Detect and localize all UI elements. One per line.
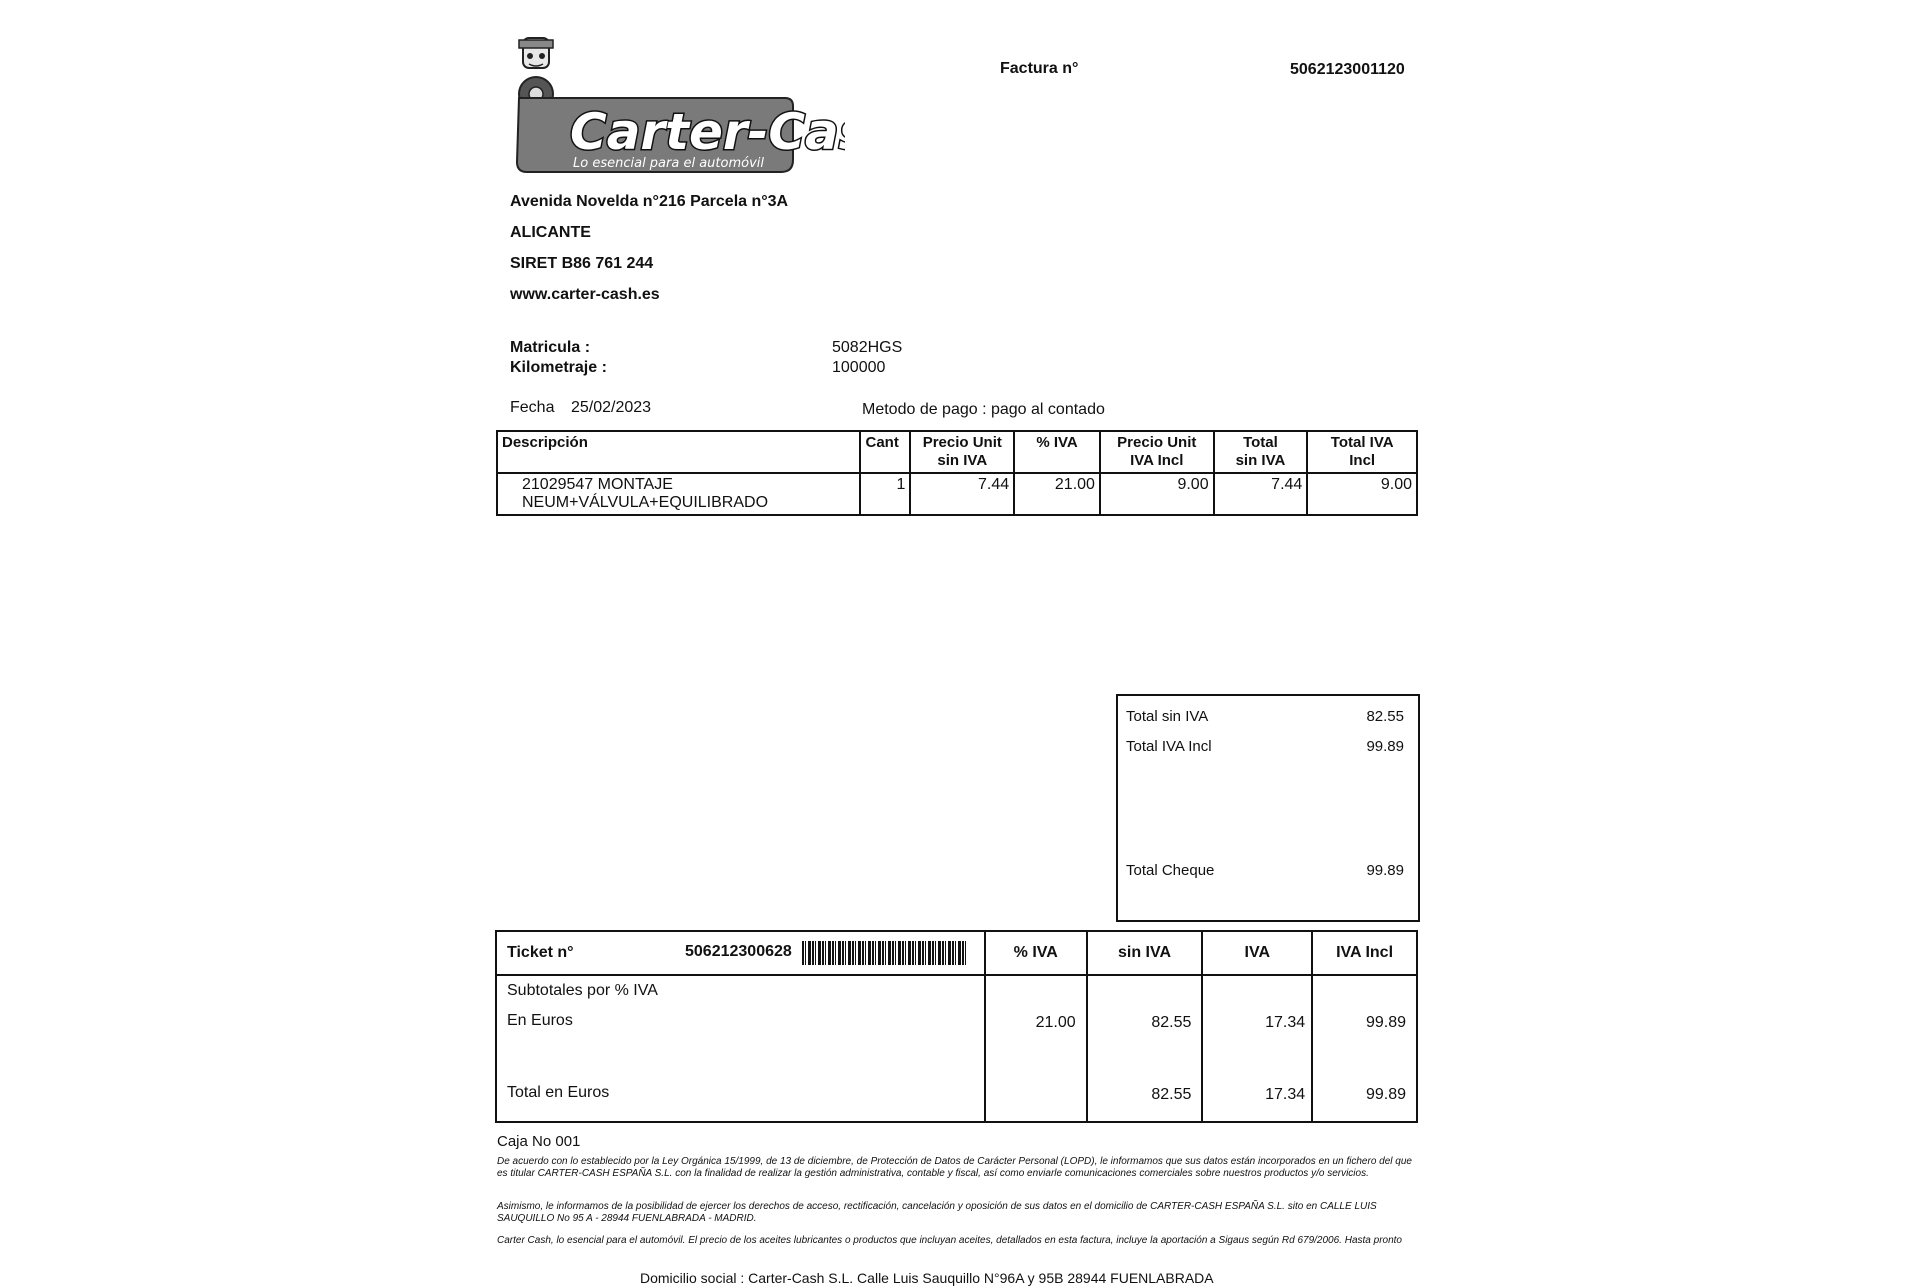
plate-value: 5082HGS [832,339,903,356]
invoice-number: 5062123001120 [1290,61,1405,78]
company-city: ALICANTE [510,224,591,241]
summary-vat-rate-cell [985,975,1087,1122]
summary-labels-cell [496,975,985,1122]
legal-notice-lopd: De acuerdo con lo establecido por la Ley Orgánica 15/1999, de 13 de diciembre, de Protección de Datos de Carácter Personal (LOPD), le informamos que sus datos están incorporados en un fichero del que es titular CARTER-CASH ESPAÑA S.L. con la finalidad de realizar la gestión administrativa, contable y fiscal, así como enviarle comunicaciones comerciales sobre nuestros productos y/o servicios. [497,1156,1412,1179]
total-cheque-row [1126,862,1404,879]
col-unit-price-incl: Precio Unit IVA Incl [1100,431,1214,473]
summary-vat-rate: 21.00 [1035,1014,1076,1031]
total-euros-label: Total en Euros [507,1084,610,1101]
total-cheque-value: 99.89 [1366,862,1404,879]
item-total: 7.44 [1214,473,1308,515]
col-total: Total sin IVA [1214,431,1308,473]
col-total-incl: Total IVA Incl [1307,431,1417,473]
summary-sin-iva-cell [1087,975,1203,1122]
item-total-incl: 9.00 [1307,473,1417,515]
summary-sin-iva: 82.55 [1151,1014,1192,1031]
item-description: 21029547 MONTAJE NEUM+VÁLVULA+EQUILIBRADO [497,473,860,515]
ticket-header [496,931,985,975]
summary-total-sin-iva: 82.55 [1151,1086,1192,1103]
item-quantity: 1 [860,473,910,515]
legal-notice-rights: Asimismo, le informamos de la posibilidad de ejercer los derechos de acceso, rectificación, cancelación y oposición de sus datos en el domicilio de CARTER-CASH ESPAÑA S.L. sito en CALLE LUIS SAUQUILLO No 95 A - 28944 FUENLABRADA - MADRID. [497,1201,1377,1224]
caja-number: Caja No 001 [497,1133,581,1150]
logo-tagline-text: Lo esencial para el automóvil [573,156,765,171]
summary-total-iva: 17.34 [1265,1086,1306,1103]
ticket-number: 506212300628 [685,943,792,960]
legal-notice-sigaus: Carter Cash, lo esencial para el automóvil. El precio de los aceites lubricantes o productos que incluyan aceites, detallados en esta factura, incluye la aportación a Sigaus según Rd 679/2006. Hasta pronto [497,1235,1402,1246]
company-siret: SIRET B86 761 244 [510,255,654,272]
col-quantity: Cant [860,431,910,473]
vat-summary-table [495,930,1418,1123]
total-iva-incl-label: Total IVA Incl [1126,738,1212,755]
summary-total-iva-incl: 99.89 [1365,1086,1406,1103]
item-vat-rate: 21.00 [1014,473,1100,515]
col-vat-rate: % IVA [1014,431,1100,473]
items-table [496,430,1418,516]
subtotals-label: Subtotales por % IVA [507,982,658,999]
registered-office: Domicilio social : Carter-Cash S.L. Calle Luis Sauquillo N°96A y 95B 28944 FUENLABRADA [640,1270,1214,1286]
ticket-label: Ticket n° [507,944,574,961]
col-unit-price: Precio Unit sin IVA [910,431,1014,473]
summary-header-row [496,931,1417,975]
euros-label: En Euros [507,1012,573,1029]
payment-method: Metodo de pago : pago al contado [862,401,1105,418]
summary-iva-incl: 99.89 [1365,1014,1406,1031]
carter-cash-logo [505,34,845,179]
invoice-label: Factura n° [1000,60,1079,77]
items-header-row [497,431,1417,473]
item-unit-price-incl: 9.00 [1100,473,1214,515]
summary-col-iva: IVA [1202,931,1312,975]
total-sin-iva-row [1126,708,1404,725]
item-unit-price: 7.44 [910,473,1014,515]
col-description: Descripción [497,431,860,473]
total-iva-incl-row [1126,738,1404,755]
total-iva-incl-value: 99.89 [1366,738,1404,755]
total-sin-iva-label: Total sin IVA [1126,708,1209,725]
total-cheque-label: Total Cheque [1126,862,1215,879]
summary-col-iva-incl: IVA Incl [1312,931,1417,975]
summary-body-row [496,975,1417,1122]
summary-iva: 17.34 [1265,1014,1306,1031]
km-value: 100000 [832,359,886,376]
date-label: Fecha [510,399,555,416]
summary-iva-cell [1202,975,1312,1122]
total-sin-iva-value: 82.55 [1366,708,1404,725]
company-website: www.carter-cash.es [510,286,660,303]
summary-col-vat-rate: % IVA [985,931,1087,975]
table-row [497,473,1417,515]
barcode-icon [802,941,968,965]
totals-box [1116,694,1420,922]
plate-label: Matricula : [510,339,591,356]
logo-brand-text: Carter-Ca [570,103,839,161]
company-address: Avenida Novelda n°216 Parcela n°3A [510,193,789,210]
km-label: Kilometraje : [510,359,607,376]
summary-iva-incl-cell [1312,975,1417,1122]
summary-col-sin-iva: sin IVA [1087,931,1203,975]
date-value: 25/02/2023 [571,399,652,416]
